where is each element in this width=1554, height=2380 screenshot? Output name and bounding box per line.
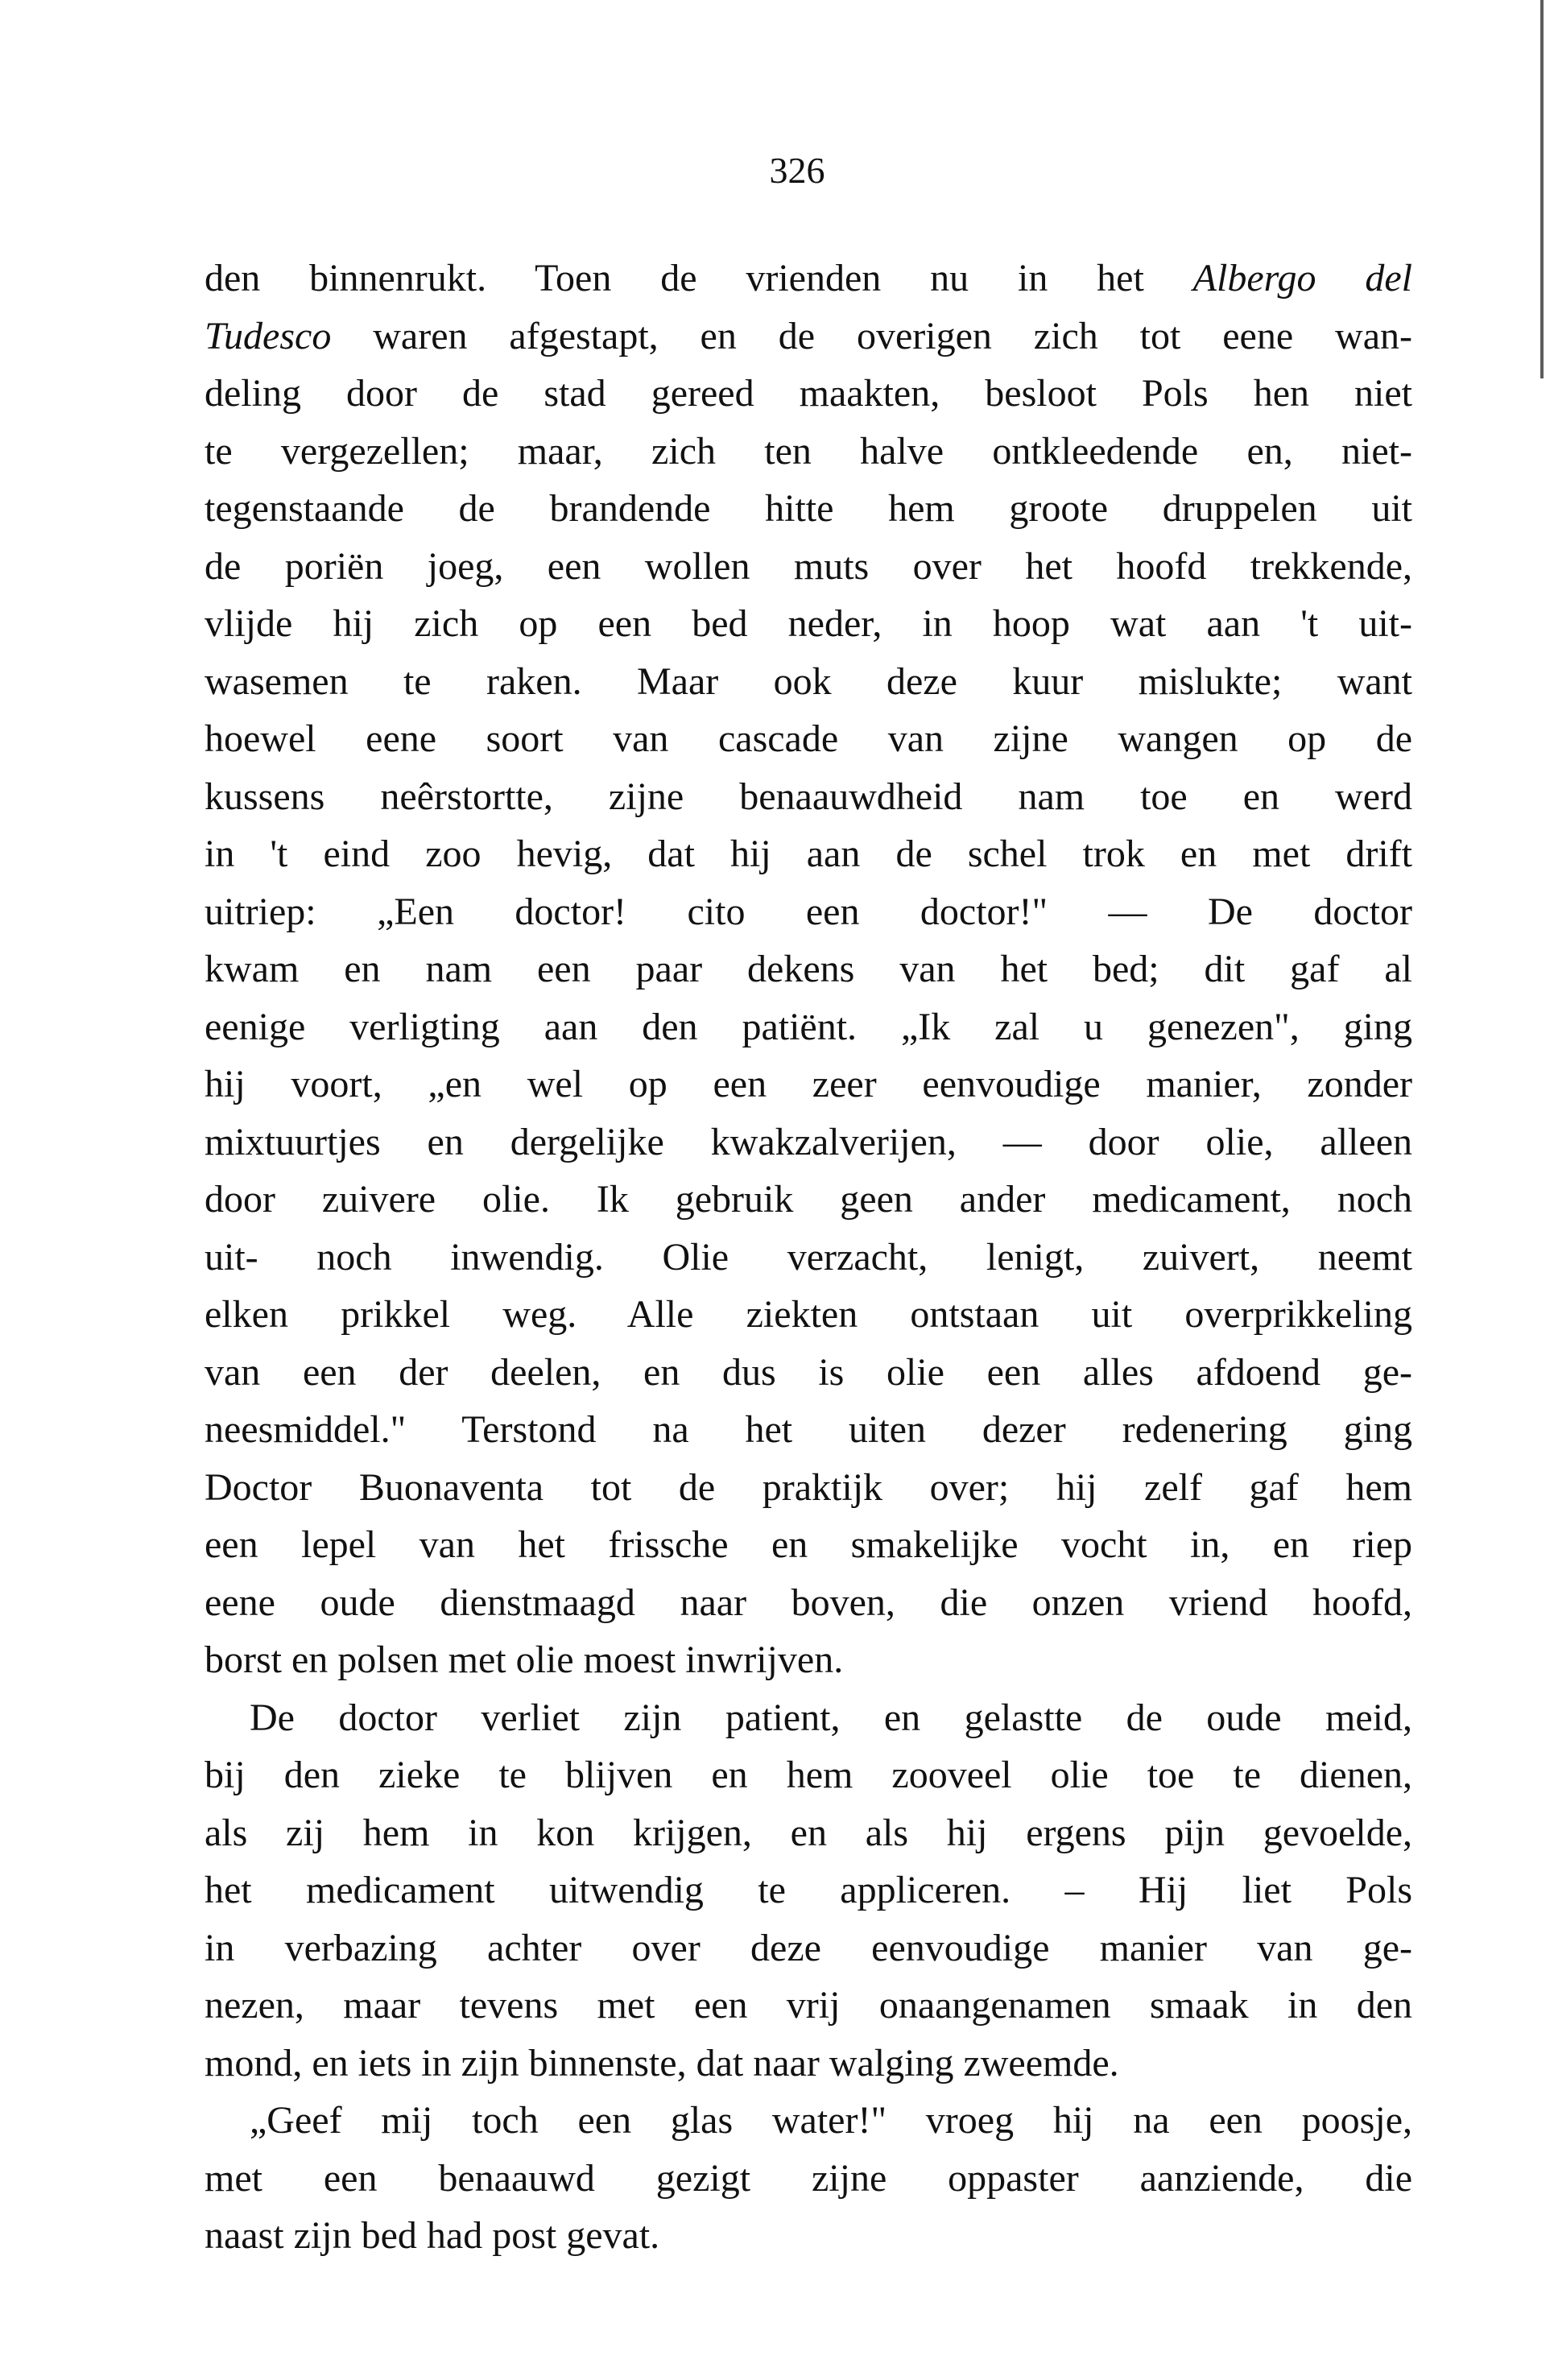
line-text: naast zijn bed had post gevat. (205, 2214, 660, 2257)
text-line (205, 1811, 1412, 1869)
text-line (205, 1523, 1412, 1580)
text-line (205, 429, 1412, 487)
text-line (205, 371, 1412, 429)
line-text: tegenstaande de brandende hitte hem groote druppelen uit (205, 487, 1412, 530)
text-line (205, 1005, 1412, 1063)
line-text: in verbazing achter over deze eenvoudige manier van ge- (205, 1926, 1412, 1969)
text-line (205, 256, 1412, 314)
text-line (205, 486, 1412, 544)
line-text: „Geef mij toch een glas water!" vroeg hij na een poosje, (250, 2099, 1412, 2142)
line-text: te vergezellen; maar, zich ten halve ontkleedende en, niet- (205, 429, 1412, 473)
body-text (205, 256, 1412, 2271)
text-line (205, 1868, 1412, 1926)
line-text: waren afgestapt, en de overigen zich tot eene wan- (331, 314, 1412, 357)
italic-text: Tudesco (205, 314, 332, 357)
line-text: uit- noch inwendig. Olie verzacht, lenigt, zuivert, neemt (205, 1235, 1412, 1279)
line-text: uitriep: „Een doctor! cito een doctor!" — De doctor (205, 890, 1412, 933)
page-binding-edge (1540, 0, 1544, 378)
line-text: den binnenrukt. Toen de vrienden nu in het (205, 257, 1193, 300)
line-text: mixtuurtjes en dergelijke kwakzalverijen, — door olie, alleen (205, 1120, 1412, 1163)
text-line (205, 1638, 1412, 1696)
line-text: de poriën joeg, een wollen muts over het hoofd trekkende, (205, 544, 1412, 588)
text-line (205, 2041, 1412, 2099)
line-text: neesmiddel." Terstond na het uiten dezer redenering ging (205, 1408, 1412, 1451)
text-line (205, 1465, 1412, 1523)
line-text: kussens neêrstortte, zijne benaauwdheid nam toe en werd (205, 775, 1412, 818)
text-line (205, 947, 1412, 1005)
text-line (205, 1753, 1412, 1811)
text-line (205, 1235, 1412, 1293)
text-line (205, 1292, 1412, 1350)
text-line (205, 659, 1412, 717)
line-text: een lepel van het frissche en smakelijke vocht in, en riep (205, 1523, 1412, 1566)
text-line (205, 775, 1412, 833)
line-text: eenige verligting aan den patiënt. „Ik zal u genezen", ging (205, 1005, 1412, 1048)
text-line (205, 890, 1412, 948)
line-text: borst en polsen met olie moest inwrijven. (205, 1638, 844, 1681)
text-line (205, 1062, 1412, 1120)
text-line (205, 1580, 1412, 1638)
line-text: hoewel eene soort van cascade van zijne wangen op de (205, 717, 1412, 760)
text-line (205, 832, 1412, 890)
line-text: van een der deelen, en dus is olie een alles afdoend ge- (205, 1350, 1412, 1394)
line-text: hij voort, „en wel op een zeer eenvoudige manier, zonder (205, 1063, 1412, 1105)
line-text: als zij hem in kon krijgen, en als hij ergens pijn gevoelde, (205, 1811, 1412, 1854)
text-line (205, 2156, 1412, 2214)
text-line (205, 314, 1412, 372)
line-text: elken prikkel weg. Alle ziekten ontstaan uit overprikkeling (205, 1293, 1412, 1336)
page-number: 326 (769, 150, 825, 191)
line-text: in 't eind zoo hevig, dat hij aan de schel trok en met drift (205, 833, 1412, 875)
text-line (205, 1350, 1412, 1408)
text-line (205, 1983, 1412, 2041)
line-text: het medicament uitwendig te appliceren. – Hij liet Pols (205, 1869, 1412, 1911)
line-text: Doctor Buonaventa tot de praktijk over; hij zelf gaf hem (205, 1465, 1412, 1509)
text-line (205, 544, 1412, 602)
text-line (205, 1926, 1412, 1984)
line-text: mond, en iets in zijn binnenste, dat naar walging zweemde. (205, 2041, 1119, 2085)
line-text: deling door de stad gereed maakten, besloot Pols hen niet (205, 372, 1412, 415)
text-line (205, 1177, 1412, 1235)
line-text: kwam en nam een paar dekens van het bed; dit gaf al (205, 948, 1412, 990)
line-text: wasemen te raken. Maar ook deze kuur mislukte; want (205, 659, 1412, 703)
text-line (205, 601, 1412, 659)
line-text: eene oude dienstmaagd naar boven, die onzen vriend hoofd, (205, 1580, 1412, 1624)
text-line (205, 1407, 1412, 1465)
line-text: bij den zieke te blijven en hem zooveel olie toe te dienen, (205, 1754, 1412, 1796)
line-text: nezen, maar tevens met een vrij onaangenamen smaak in den (205, 1984, 1412, 2027)
text-line (205, 2098, 1412, 2156)
text-line (205, 2213, 1412, 2271)
line-text: door zuivere olie. Ik gebruik geen ander medicament, noch (205, 1178, 1412, 1221)
line-text: met een benaauwd gezigt zijne oppaster aanziende, die (205, 2156, 1412, 2200)
text-line (205, 1696, 1412, 1754)
line-text: De doctor verliet zijn patient, en gelastte de oude meid, (250, 1696, 1412, 1739)
text-line (205, 717, 1412, 775)
line-text: vlijde hij zich op een bed neder, in hoop wat aan 't uit- (205, 602, 1412, 645)
italic-text: Albergo del (1192, 257, 1413, 300)
text-line (205, 1120, 1412, 1178)
